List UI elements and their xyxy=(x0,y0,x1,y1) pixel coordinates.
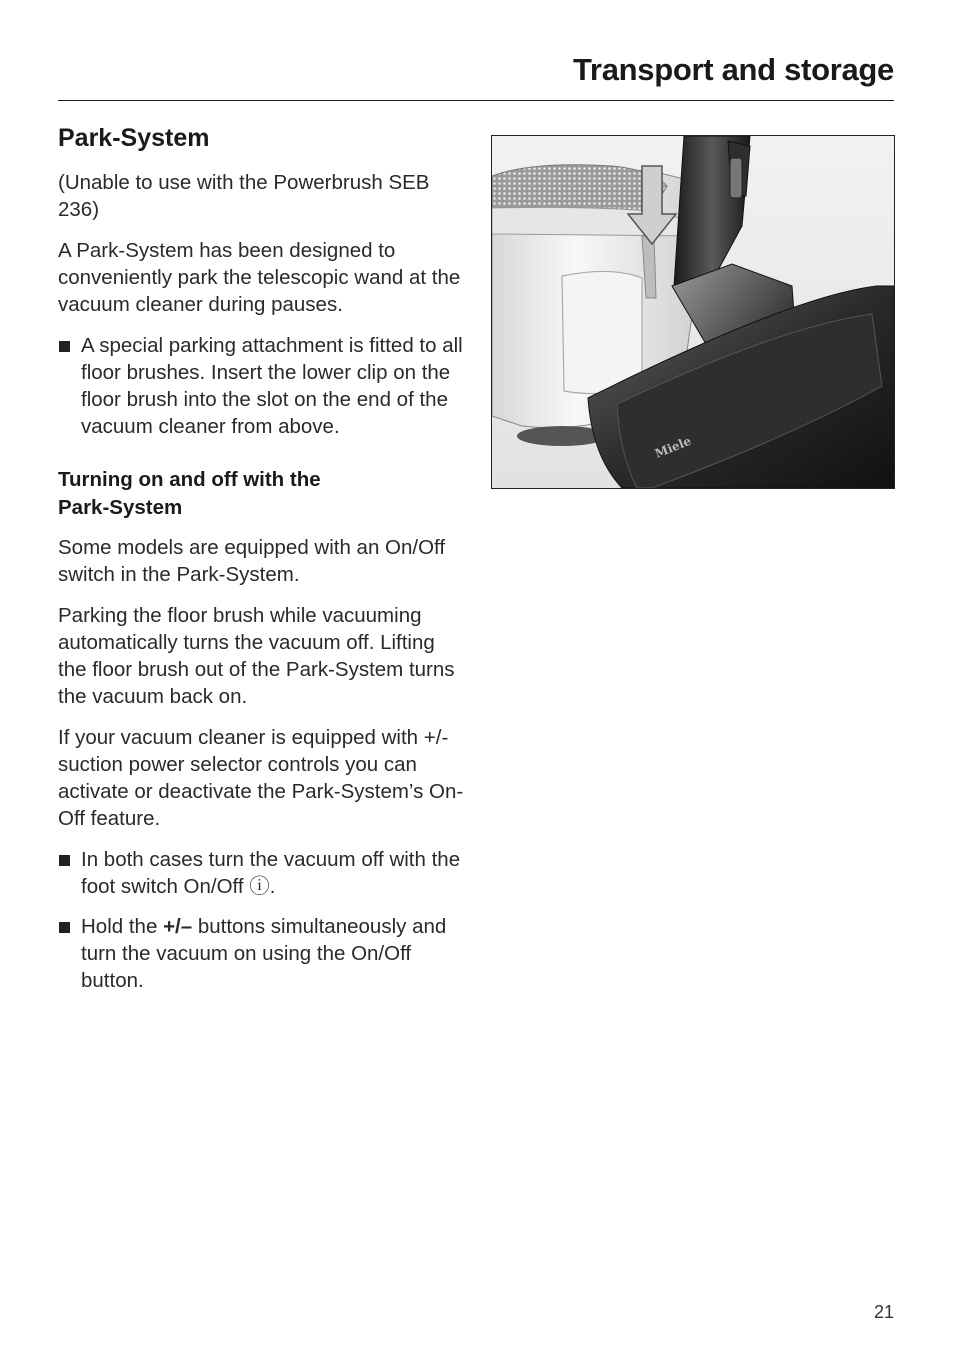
vacuum-park-illustration xyxy=(492,136,894,488)
bullet-text-after: buttons simultaneously and turn the vacuum on using the On/Off button. xyxy=(81,915,447,992)
section-title: Park-System xyxy=(58,124,210,152)
plus-minus-buttons-label: +/– xyxy=(163,915,193,938)
body-paragraph: Some models are equipped with an On/Off switch in the Park-System. xyxy=(58,536,446,586)
brand-logo-text: Miele xyxy=(652,433,694,461)
bullet-text: A special parking attachment is fitted to all floor brushes. Insert the lower clip on the floor brush into the slot on the end of the vacuum cleaner from above. xyxy=(81,334,463,438)
intro-paragraph: A Park-System has been designed to conveniently park the telescopic wand at the vacuum cleaner during pauses. xyxy=(58,239,461,316)
body-paragraph: If your vacuum cleaner is equipped with +/- suction power selector controls you can activate or deactivate the Park-System’s On-Off feature. xyxy=(58,726,464,830)
page-number: 21 xyxy=(873,1302,894,1322)
body-paragraph: Parking the floor brush while vacuuming automatically turns the vacuum off. Lifting the floor brush out of the Park-System turns the vacuum back on. xyxy=(58,604,455,708)
bullet-text: In both cases turn the vacuum off with the foot switch On/Off ⓘ. xyxy=(81,848,461,898)
page-title: Transport and storage xyxy=(573,52,894,87)
intro-paragraph: (Unable to use with the Powerbrush SEB 236) xyxy=(58,171,430,221)
subsection-title-line: Park-System xyxy=(58,496,183,519)
subsection-title-line: Turning on and off with the xyxy=(58,468,321,491)
bullet-item xyxy=(58,846,468,900)
bullet-item xyxy=(58,332,468,440)
bullet-item xyxy=(58,913,468,994)
page-header xyxy=(58,50,894,101)
bullet-square-icon xyxy=(59,855,70,866)
subsection-title xyxy=(58,466,468,522)
bullet-square-icon xyxy=(59,341,70,352)
park-system-illustration xyxy=(491,135,895,489)
bullet-square-icon xyxy=(59,922,70,933)
bullet-text-before: Hold the xyxy=(81,915,164,938)
main-text-column xyxy=(58,124,468,1007)
